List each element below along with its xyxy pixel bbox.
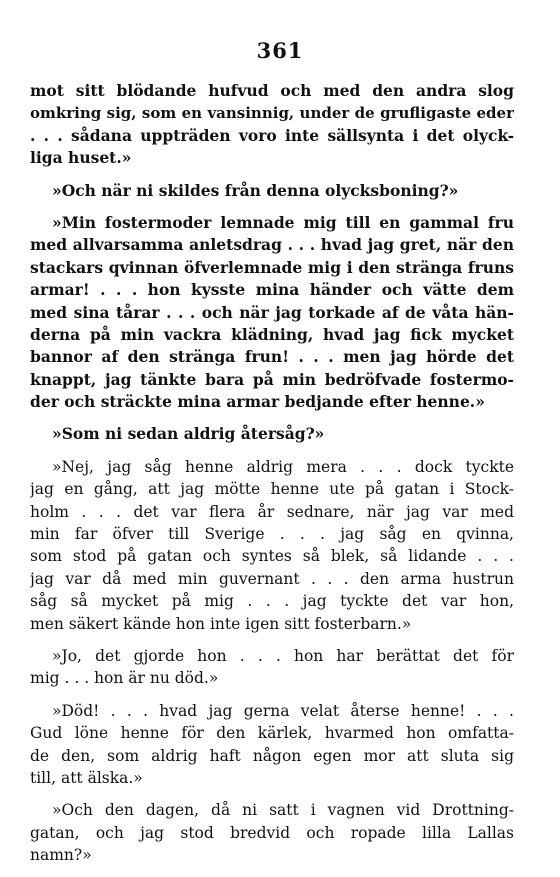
text-line: mig . . . hon är nu död.» bbox=[30, 669, 219, 688]
text-line: »Som ni sedan aldrig återsåg?» bbox=[52, 424, 325, 444]
paragraph-p8 bbox=[30, 799, 514, 866]
text-line: jag en gång, att jag mötte henne ute på gatan i Stock- bbox=[30, 480, 514, 499]
text-line: med sina tårar . . . och när jag torkade af de våta hän- bbox=[30, 302, 514, 322]
text-line: med allvarsamma anletsdrag . . . hvad jag gret, när den bbox=[30, 235, 514, 255]
body-text bbox=[30, 80, 514, 877]
text-line: »Och den dagen, då ni satt i vagnen vid Drottning- bbox=[52, 801, 514, 820]
text-line: derna på min vackra klädning, hvad jag fick mycket bbox=[30, 324, 514, 344]
paragraph-p2 bbox=[30, 180, 514, 202]
text-line: knappt, jag tänkte bara på min bedröfvade fostermo- bbox=[30, 369, 514, 389]
text-line: till, att älska.» bbox=[30, 768, 143, 787]
text-line: jag var då med min guvernant . . . den arma hustrun bbox=[30, 569, 514, 588]
text-line: men säkert kände hon inte igen sitt fosterbarn.» bbox=[30, 614, 412, 633]
text-line: namn?» bbox=[30, 846, 92, 865]
text-line: bannor af den stränga frun! . . . men jag hörde det bbox=[30, 347, 514, 367]
text-line: Gud löne henne för den kärlek, hvarmed hon omfatta- bbox=[30, 724, 514, 743]
paragraph-p4 bbox=[30, 423, 514, 445]
text-line: »Och när ni skildes från denna olycksboning?» bbox=[52, 180, 459, 200]
text-line: liga huset.» bbox=[30, 148, 132, 168]
text-line: »Jo, det gjorde hon . . . hon har berättat det för bbox=[52, 646, 514, 665]
paragraph-p7 bbox=[30, 700, 514, 790]
text-line: omkring sig, som en vansinnig, under de grufligaste eder bbox=[30, 104, 514, 123]
text-line: som stod på gatan och syntes så blek, så lidande . . . bbox=[30, 547, 514, 566]
paragraph-p1 bbox=[30, 80, 514, 170]
text-line: der och sträckte mina armar bedjande efter henne.» bbox=[30, 392, 485, 412]
text-line: gatan, och jag stod bredvid och ropade lilla Lallas bbox=[30, 823, 514, 842]
text-line: armar! . . . hon kysste mina händer och vätte dem bbox=[30, 280, 514, 300]
text-line: »Nej, jag såg henne aldrig mera . . . dock tyckte bbox=[52, 457, 514, 476]
text-line: min far öfver till Sverige . . . jag såg en qvinna, bbox=[30, 525, 514, 544]
paragraph-p3 bbox=[30, 212, 514, 414]
text-line: stackars qvinnan öfverlemnade mig i den stränga fruns bbox=[30, 257, 514, 277]
text-line: »Död! . . . hvad jag gerna velat återse henne! . . . bbox=[52, 701, 514, 720]
paragraph-p5 bbox=[30, 456, 514, 635]
text-line: de den, som aldrig haft någon egen mor att sluta sig bbox=[30, 746, 514, 765]
paragraph-p6 bbox=[30, 645, 514, 690]
text-line: mot sitt blödande hufvud och med den andra slog bbox=[30, 81, 514, 100]
page-number: 361 bbox=[256, 38, 304, 63]
text-line: såg så mycket på mig . . . jag tyckte det var hon, bbox=[30, 592, 514, 611]
text-line: . . . sådana uppträden voro inte sällsynta i det olyck- bbox=[30, 125, 514, 145]
text-line: »Min fostermoder lemnade mig till en gammal fru bbox=[52, 212, 514, 232]
text-line: holm . . . det var flera år sednare, när jag var med bbox=[30, 502, 514, 521]
